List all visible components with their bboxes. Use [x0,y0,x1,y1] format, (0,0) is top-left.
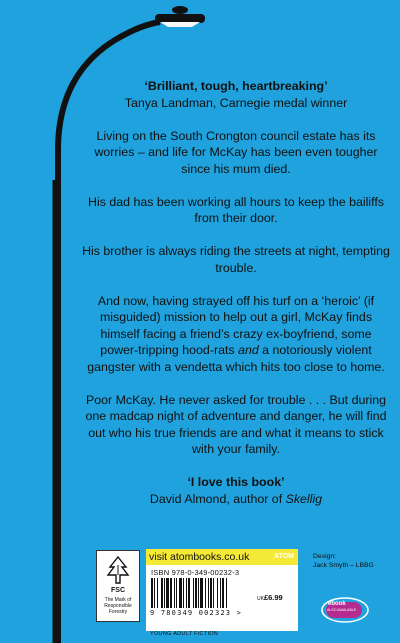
genre-label: YOUNG ADULT FICTION [150,631,219,637]
barcode-bar [166,578,169,608]
barcode-bar [220,578,221,608]
barcode-bar [188,578,190,608]
barcode-bar [210,578,212,608]
design-credit-name: Jack Smyth – LBBG [313,561,374,569]
blurb-paragraph-4-a: And now, having strayed off his turf on a ‘heroic’ (if misguided) mission to help out a girl, McKay finds himself facing a friend’s crazy ex-boyfriend, some power-tripping hood-rats [97,293,375,357]
fsc-caption: The Mark of Responsible Forestry [104,597,132,615]
barcode-bar [157,578,158,608]
review-attribution-2 [80,491,392,508]
barcode-bar [205,578,206,608]
price-tag [257,593,283,602]
barcode-bar [164,578,165,608]
barcode-bar [154,578,155,608]
barcode-bar [217,578,218,608]
website-text: visit atombooks.co.uk [149,551,250,563]
barcode-bar [222,578,224,608]
barcode-bar [198,578,199,608]
ebook-sub-label: ALSO AVAILABLE [327,608,357,612]
barcode-bar [186,578,187,608]
barcode-bar [176,578,177,608]
fsc-logo-text: FSC [111,587,125,594]
review-attribution-2-text: David Almond, author of [149,491,286,506]
blurb [80,78,392,524]
blurb-paragraph-2: His dad has been working all hours to keep the bailiffs from their door. [88,194,384,225]
barcode-bar [170,578,172,608]
design-credit [313,553,374,570]
book-title-skellig: Skellig [285,491,323,506]
fsc-label [96,550,140,622]
barcode-bar [226,578,227,608]
blurb-paragraph-5: Poor McKay. He never asked for trouble . . . But during one madcap night of adventure and danger, he will find out who his true friends are and what it means to stick with your family. [85,392,387,456]
blurb-paragraph-1: Living on the South Crongton council estate has its worries – and life for McKay has been even tougher since his mum died. [94,128,378,176]
barcode-bar [151,578,153,608]
barcode-panel [146,549,298,631]
price-region: UK [257,596,264,602]
barcode-icon [150,578,254,608]
blurb-paragraph-4 [80,293,392,376]
barcode-bar [179,578,182,608]
barcode-bar [193,578,194,608]
design-credit-label: Design: [313,553,337,560]
blurb-paragraph-3: His brother is always riding the streets at night, tempting trouble. [82,244,390,275]
blurb-paragraph-4-and: and [238,343,259,357]
review-attribution-1: Tanya Landman, Carnegie medal winner [124,95,348,110]
barcode-bar [161,578,163,608]
barcode-bar [200,578,203,608]
barcode-bar [208,578,209,608]
barcode-bar [183,578,184,608]
barcode-bar [213,578,214,608]
barcode-bar [195,578,197,608]
price-value: £6.99 [263,593,283,602]
barcode-number: 9 780349 002323 > [150,609,243,617]
website-strip-tag: ATOM [274,553,294,560]
barcode-bar [174,578,175,608]
review-quote-1: ‘Brilliant, tough, heartbreaking’ [144,79,328,93]
website-strip [146,549,298,565]
review-quote-2: ‘I love this book’ [187,475,285,489]
isbn-text: ISBN 978-0-349-00232-3 [151,568,240,577]
ebook-label: ebook [328,601,346,607]
blurb-paragraph-4-b: a notoriously violent gangster with a vendetta which hits too close to home. [87,343,385,374]
fsc-tree-icon [106,555,130,585]
